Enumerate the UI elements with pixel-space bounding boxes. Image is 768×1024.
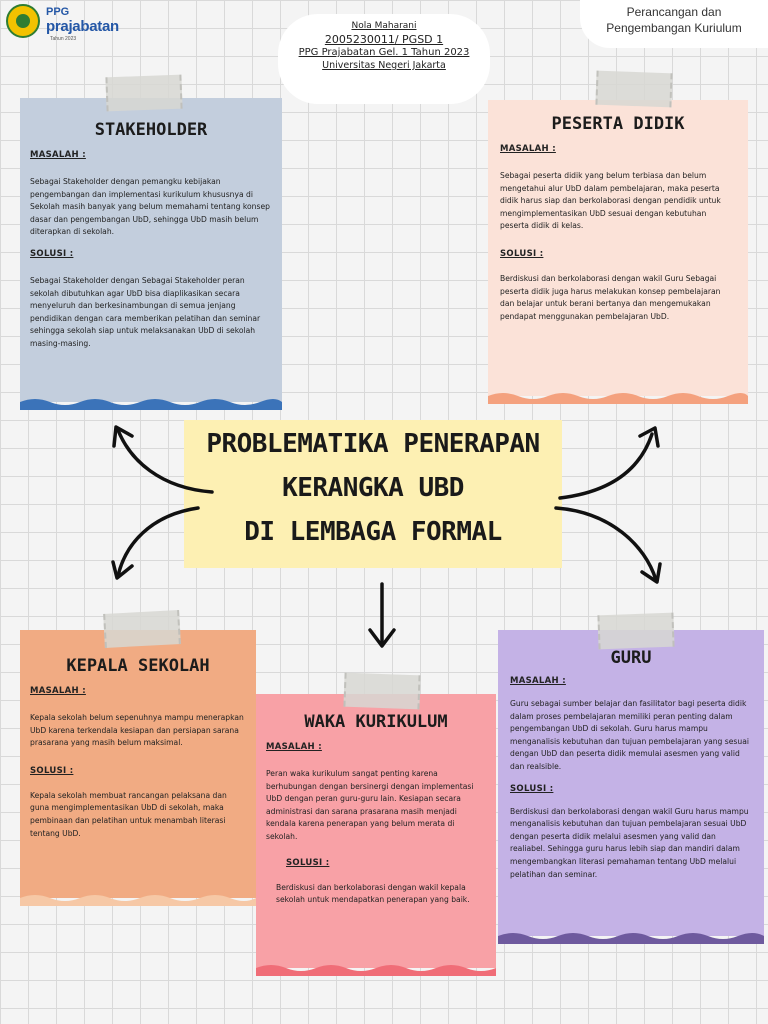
logo-year-text: Tahun 2023 — [50, 36, 77, 42]
solusi-label: SOLUSI : — [510, 783, 554, 794]
masalah-label: MASALAH : — [510, 676, 566, 686]
card-title: GURU — [610, 648, 652, 668]
main-title-line-1: PROBLEMATIKA PENERAPAN — [206, 429, 540, 459]
curved-arrow-icon — [560, 428, 658, 498]
author-university: Universitas Negeri Jakarta — [322, 60, 446, 71]
course-line-1: Perancangan dan — [626, 5, 722, 19]
tape-decoration — [103, 610, 181, 648]
tape-decoration — [597, 613, 674, 650]
card-guru — [498, 630, 764, 936]
card-title: STAKEHOLDER — [94, 120, 208, 140]
card-waka-kurikulum — [256, 694, 496, 968]
masalah-label: MASALAH : — [500, 144, 556, 154]
masalah-label: MASALAH : — [30, 150, 86, 160]
solusi-label: SOLUSI : — [30, 765, 74, 776]
author-name: Nola Maharani — [351, 21, 417, 31]
solusi-label: SOLUSI : — [500, 248, 544, 259]
solusi-text: Kepala sekolah membuat rancangan pelaksana dan guna mengimplementasikan UbD di sekolah, maka pembinaan dan pelatihan untuk menambah literasi tentang UbD. — [30, 790, 227, 838]
tape-decoration — [343, 673, 420, 710]
masalah-text: Guru sebagai sumber belajar dan fasilitator bagi peserta didik dalam proses pembelajaran memiliki peran penting dalam pengembangan UbD di sekolah. Guru harus mampu menganalisis kebutuhan dan tujuan pembelajaran yang sesuai dengan UbD dan peserta didik memulai asesmen yang valid dan realsible. — [510, 699, 749, 771]
solusi-label: SOLUSI : — [286, 857, 330, 868]
wave-decoration — [20, 892, 256, 906]
wave-decoration — [256, 962, 496, 976]
curved-arrow-icon — [114, 427, 212, 492]
card-title: KEPALA SEKOLAH — [66, 656, 210, 676]
card-title: WAKA KURIKULUM — [304, 712, 448, 732]
card-kepala-sekolah — [20, 630, 256, 898]
author-id: 2005230011/ PGSD 1 — [324, 33, 444, 46]
solusi-label: SOLUSI : — [30, 248, 74, 259]
solusi-text: Berdiskusi dan berkolaborasi dengan wakil Guru harus mampu menganalisis kebutuhan dan tujuan pembelajaran sesuai UbD dengan peserta didik melalui asesmen yang valid dan realiabel. Sehingga guru harus lebih siap dan mandiri dalam mengembangkan literasi pemahaman tentang UbD melalui pelatihan dan seminar. — [510, 806, 749, 879]
masalah-text: Peran waka kurikulum sangat penting karena berhubungan dengan bersinergi dengan implementasi UbD dengan peran guru-guru lain. Kesiapan secara administrasi dan sarana prasarana masih menjadi kendala karena penerapan yang belum merata di sekolah. — [266, 769, 474, 841]
solusi-text: Berdiskusi dan berkolaborasi dengan wakil kepala sekolah untuk mendapatkan penerapan yang baik. — [276, 882, 470, 905]
masalah-label: MASALAH : — [266, 742, 322, 752]
curved-arrow-icon — [556, 508, 660, 582]
card-title: PESERTA DIDIK — [551, 114, 685, 134]
main-title-line-3: DI LEMBAGA FORMAL — [244, 517, 502, 547]
course-line-2: Pengembangan Kuriulum — [606, 21, 742, 35]
solusi-text: Sebagai Stakeholder dengan Sebagai Stakeholder peran sekolah dibutuhkan agar UbD bisa diaplikasikan secara menyeluruh dan berkesinambungan di semua jenjang pendidikan dengan cara memberikan pelatihan dan seminar sehingga sekolah siap untuk melaksanakan UbD di sekolah masing-masing. — [30, 275, 261, 348]
author-program: PPG Prajabatan Gel. 1 Tahun 2023 — [298, 47, 470, 58]
masalah-label: MASALAH : — [30, 686, 86, 696]
masalah-text: Kepala sekolah belum sepenuhnya mampu menerapkan UbD karena terkendala kesiapan dan persiapan sarana prasarana yang masih belum maksimal. — [30, 713, 244, 748]
masalah-text: Sebagai peserta didik yang belum terbiasa dan belum mengetahui alur UbD dalam pembelajaran, maka peserta didik harus siap dan berkolaborasi dengan pendidik untuk mengimplementasikan UbD sesuai dengan kebutuhan peserta didik di kelas. — [500, 171, 721, 231]
curved-arrow-icon — [113, 508, 198, 578]
logo-ppg-text: PPG — [46, 6, 70, 18]
main-title-line-2: KERANGKA UBD — [282, 473, 464, 503]
wave-decoration — [498, 930, 764, 944]
logo-name-text: prajabatan — [46, 18, 119, 35]
down-arrow-icon — [370, 584, 394, 646]
solusi-text: Berdiskusi dan berkolaborasi dengan wakil Guru Sebagai peserta didik juga harus melakukan konsep pembelajaran dan belajar untuk berani bertanya dan mengemukakan pendapat menggunakan pembelajaran UbD. — [500, 273, 721, 321]
masalah-text: Sebagai Stakeholder dengan pemangku kebijakan pengembangan dan implementasi kurikulum khususnya di Sekolah masih banyak yang belum memahami tentang konsep dasar dan pengembangan UbD, sehingga UbD masih belum diterapkan di sekolah. — [30, 177, 270, 237]
